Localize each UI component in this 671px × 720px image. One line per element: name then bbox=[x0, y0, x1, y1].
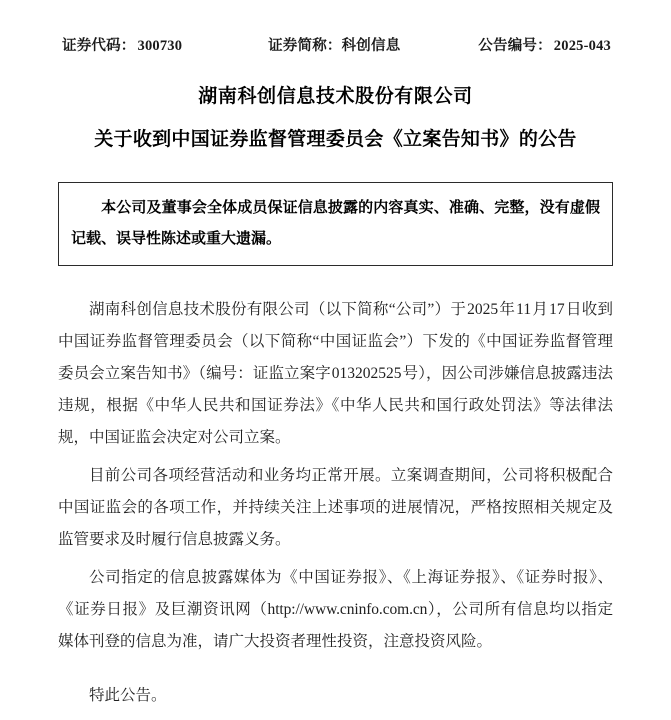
security-abbreviation-value: 科创信息 bbox=[341, 38, 401, 54]
disclaimer-text: 本公司及董事会全体成员保证信息披露的内容真实、准确、完整，没有虚假记载、误导性陈述或重大遗漏。 bbox=[71, 199, 600, 247]
announcement-subject-title: 关于收到中国证券监督管理委员会《立案告知书》的公告 bbox=[94, 129, 577, 150]
security-code-label: 证券代码： bbox=[62, 38, 136, 54]
closing-statement: 特此公告。 bbox=[89, 687, 167, 704]
filing-day: 17 bbox=[549, 301, 565, 318]
paragraph-1-part-1: 湖南科创信息技术股份有限公司（以下简称“公司”）于 bbox=[89, 301, 467, 318]
paragraph-1-part-3: 号），因公司涉嫌信息披露违法违规，根据《中华人民共和国证券法》《中华人民共和国行政处罚法》等法律法规，中国证监会决定对公司立案。 bbox=[58, 365, 613, 446]
announcement-number-value: 2025-043 bbox=[553, 38, 611, 54]
filing-year: 2025 bbox=[467, 301, 499, 318]
cninfo-url: http://www.cninfo.com.cn bbox=[267, 601, 428, 618]
title-block bbox=[58, 82, 613, 155]
filing-year-unit: 年 bbox=[499, 301, 516, 318]
body-content bbox=[58, 294, 613, 712]
paragraph-disclosure-media bbox=[58, 562, 613, 658]
announcement-number-label: 公告编号： bbox=[478, 38, 552, 54]
announcement-number-field bbox=[478, 34, 611, 55]
security-abbreviation-label: 证券简称： bbox=[268, 38, 342, 54]
security-code-value: 300730 bbox=[137, 38, 183, 54]
document-header bbox=[58, 0, 613, 55]
disclaimer-box bbox=[58, 182, 613, 266]
paragraph-case-filing bbox=[58, 294, 613, 454]
case-number: 013202525 bbox=[331, 365, 402, 382]
security-abbreviation-field bbox=[268, 34, 400, 55]
paragraph-3-part-2: ），公司所有信息均以指定媒体刊登的信息为准，请广大投资者理性投资，注意投资风险。 bbox=[58, 601, 613, 650]
paragraph-operations-status: 目前公司各项经营活动和业务均正常开展。立案调查期间，公司将积极配合中国证监会的各项工作，并持续关注上述事项的进展情况，严格按照相关规定及监管要求及时履行信息披露义务。 bbox=[58, 467, 613, 548]
paragraph-1-part-2: 日收到中国证券监督管理委员会（以下简称“中国证监会”）下发的《中国证券监督管理委员会立案告知书》（编号：证监立案字 bbox=[58, 301, 613, 382]
security-code-field bbox=[62, 34, 182, 55]
filing-month: 11 bbox=[516, 301, 532, 318]
company-name-title: 湖南科创信息技术股份有限公司 bbox=[198, 86, 473, 107]
paragraph-3-part-1: 公司指定的信息披露媒体为《中国证券报》、《上海证券报》、《证券时报》、《证券日报》及巨潮资讯网（ bbox=[58, 569, 613, 618]
filing-month-unit: 月 bbox=[532, 301, 549, 318]
